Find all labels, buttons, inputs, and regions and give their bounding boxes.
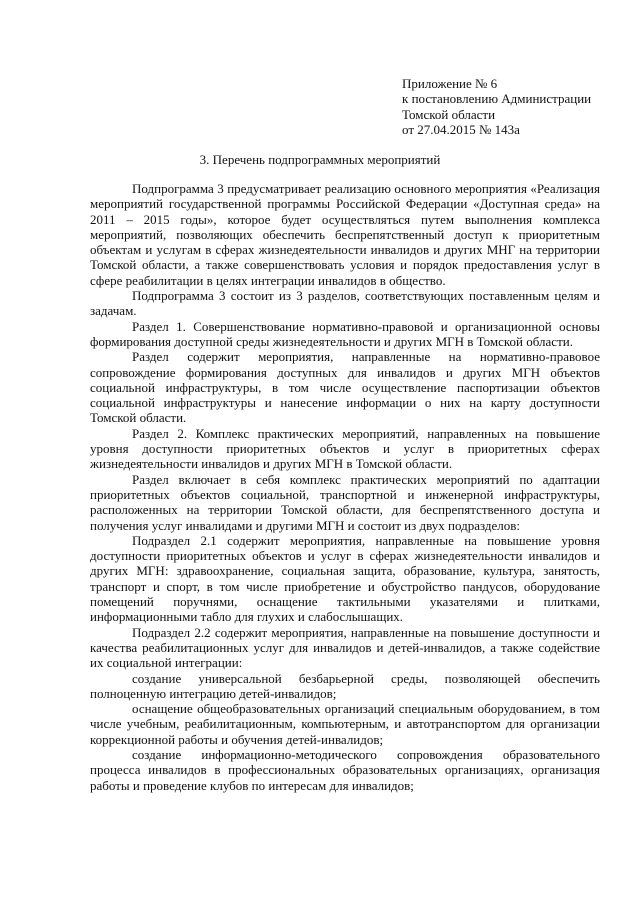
appendix-number: Приложение № 6 — [402, 76, 498, 91]
section-heading: 3. Перечень подпрограммных мероприятий — [199, 152, 441, 167]
paragraph: Раздел 2. Комплекс практических мероприятий, направленных на повышение уровня доступности приоритетных объектов и услуг в приоритетных сферах жизнедеятельности инвалидов и других МГН в Томской области. — [90, 425, 600, 472]
paragraph: Подраздел 2.1 содержит мероприятия, направленные на повышение уровня доступности приоритетных объектов и услуг в сферах жизнедеятельности инвалидов и других МГН: здравоохранение, социальная защита, образование, культура, занятость, транспорт и спорт, в том числе приобретение и обустройство пандусов, оборудование помещений поручнями, оснащение тактильными указателями и плитками, информационными табло для глухих и слабослышащих. — [90, 532, 600, 625]
paragraph: оснащение общеобразовательных организаций специальным оборудованием, в том числе учебным, реабилитационным, компьютерным, и автотранспортом для организации коррекционной работы и обучения детей-инвалидов; — [90, 701, 600, 747]
paragraph: создание информационно-методического сопровождения образовательного процесса инвалидов в профессиональных образовательных организациях, организация работы и проведение клубов по интересам для инвалидов; — [90, 746, 600, 793]
paragraph: Раздел 1. Совершенствование нормативно-правовой и организационной основы формирования доступной среды жизнедеятельности и других МГН в Томской области. — [90, 318, 600, 349]
document-body — [90, 181, 600, 793]
appendix-date: от 27.04.2015 № 143а — [402, 121, 520, 137]
paragraph: создание универсальной безбарьерной среды, позволяющей обеспечить полноценную интеграцию детей-инвалидов; — [90, 670, 600, 701]
paragraph: Подраздел 2.2 содержит мероприятия, направленные на повышение доступности и качества реабилитационных услуг для инвалидов и детей-инвалидов, а также содействие их социальной интеграции: — [90, 624, 600, 671]
appendix-region: Томской области — [402, 106, 496, 122]
appendix-resolution: к постановлению Администрации — [402, 91, 592, 107]
paragraph: Раздел содержит мероприятия, направленные на нормативно-правовое сопровождение формирования доступных для инвалидов и других МГН объектов социальной инфраструктуры, в том числе осуществление паспортизации объектов социальной инфраструктуры и нанесение информации о них на карту доступности Томской области. — [90, 349, 600, 426]
appendix-reference — [402, 76, 632, 137]
paragraph: Подпрограмма 3 предусматривает реализацию основного мероприятия «Реализация мероприятий государственной программы Российской Федерации «Доступная среда» на 2011 – 2015 годы», которое будет осуществляться путем выполнения комплекса мероприятий, позволяющих обеспечить беспрепятственный доступ к приоритетным объектам и услугам в сферах жизнедеятельности инвалидов и других МНГ на территории Томской области, а также совершенствовать условия и порядок предоставления услуг в сфере реабилитации в целях интеграции инвалидов в общество. — [90, 181, 600, 288]
paragraph: Подпрограмма 3 состоит из 3 разделов, соответствующих поставленным целям и задачам. — [90, 288, 600, 319]
paragraph: Раздел включает в себя комплекс практических мероприятий по адаптации приоритетных объектов социальной, транспортной и инженерной инфраструктуры, расположенных на территории Томской области, для беспрепятственного доступа и получения услуг инвалидами и другими МГН и состоит из двух подразделов: — [90, 471, 600, 533]
